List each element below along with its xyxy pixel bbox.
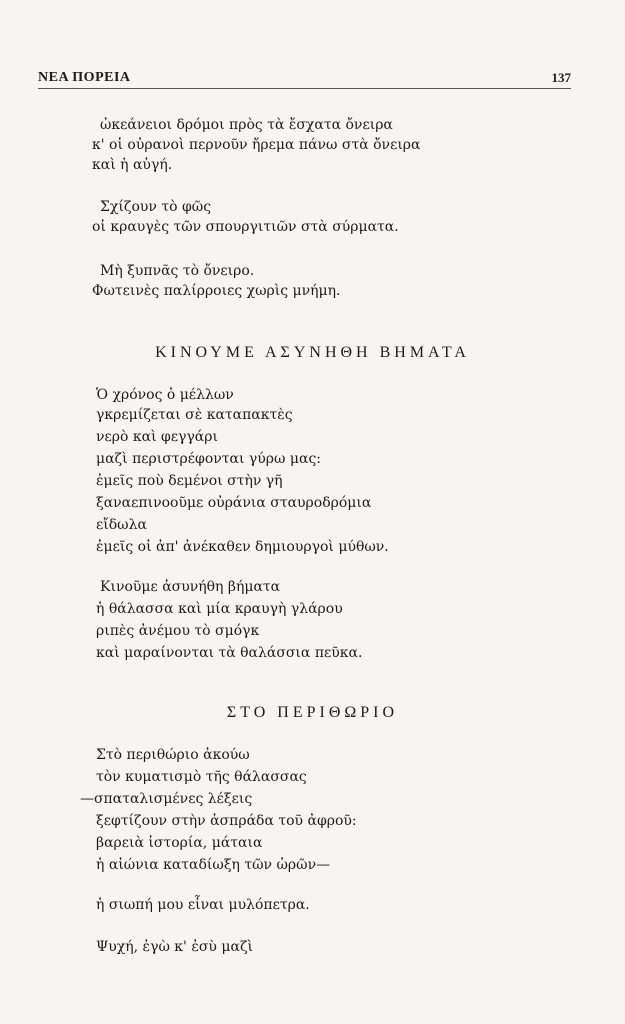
running-head bbox=[38, 66, 571, 89]
poem-line: νερὸ καὶ φεγγάρι bbox=[96, 429, 218, 445]
poem-line: μαζὶ περιστρέφονται γύρω μας: bbox=[96, 451, 322, 467]
page-number: 137 bbox=[551, 70, 571, 85]
poem-line: Μὴ ξυπνᾶς τὸ ὄνειρο. bbox=[100, 263, 255, 279]
poem-line: ξεφτίζουν στὴν ἀσπράδα τοῦ ἀφροῦ: bbox=[96, 813, 357, 829]
poem-line: ριπὲς ἀνέμου τὸ σμόγκ bbox=[96, 623, 260, 639]
poem-line: εἴδωλα bbox=[96, 517, 147, 533]
poem-line: Ὁ χρόνος ὁ μέλλων bbox=[96, 387, 234, 403]
poem-line: ἡ αἰώνια καταδίωξη τῶν ὡρῶν— bbox=[96, 857, 331, 873]
poem-line: βαρειὰ ἱστορία, μάταια bbox=[96, 835, 263, 851]
poem-line: —σπαταλισμένες λέξεις bbox=[80, 791, 253, 807]
poem-line: οἱ κραυγὲς τῶν σπουργιτιῶν στὰ σύρματα. bbox=[92, 219, 399, 235]
poem-line: ὠκεάνειοι δρόμοι πρὸς τὰ ἔσχατα ὄνειρα bbox=[100, 117, 393, 133]
poem-line: καὶ ἡ αὐγή. bbox=[92, 157, 173, 173]
poem-line: ξαναεπινοοῦμε οὐράνια σταυροδρόμια bbox=[96, 495, 372, 511]
poem-line: Σχίζουν τὸ φῶς bbox=[100, 199, 212, 215]
poem-line: Φωτεινὲς παλίρροιες χωρὶς μνήμη. bbox=[92, 283, 341, 299]
poem-title: ΚΙΝΟΥΜΕ ΑΣΥΝΗΘΗ ΒΗΜΑΤΑ bbox=[155, 344, 470, 361]
poem-line: ἡ σιωπή μου εἶναι μυλόπετρα. bbox=[96, 897, 310, 913]
poem-line: ἐμεῖς οἱ ἀπ' ἀνέκαθεν δημιουργοὶ μύθων. bbox=[96, 539, 389, 555]
poem-line: τὸν κυματισμὸ τῆς θάλασσας bbox=[96, 769, 307, 785]
poem-line: καὶ μαραίνονται τὰ θαλάσσια πεῦκα. bbox=[96, 645, 363, 661]
poem-line: ἡ θάλασσα καὶ μία κραυγὴ γλάρου bbox=[96, 601, 343, 617]
poem-line: Ψυχή, ἐγὼ κ' ἐσὺ μαζὶ bbox=[96, 939, 254, 955]
poem-line: ἐμεῖς ποὺ δεμένοι στὴν γῆ bbox=[96, 473, 283, 489]
journal-title: ΝΕΑ ΠΟΡΕΙΑ bbox=[38, 70, 131, 85]
poem-line: Στὸ περιθώριο ἀκούω bbox=[96, 747, 250, 763]
poem-line: κ' οἱ οὐρανοὶ περνοῦν ἤρεμα πάνω στὰ ὄνειρα bbox=[92, 137, 421, 153]
poem-title: ΣΤΟ ΠΕΡΙΘΩΡΙΟ bbox=[226, 704, 399, 721]
poem-line: Κινοῦμε ἀσυνήθη βήματα bbox=[100, 579, 281, 595]
poem-line: γκρεμίζεται σὲ καταπακτὲς bbox=[96, 407, 293, 423]
